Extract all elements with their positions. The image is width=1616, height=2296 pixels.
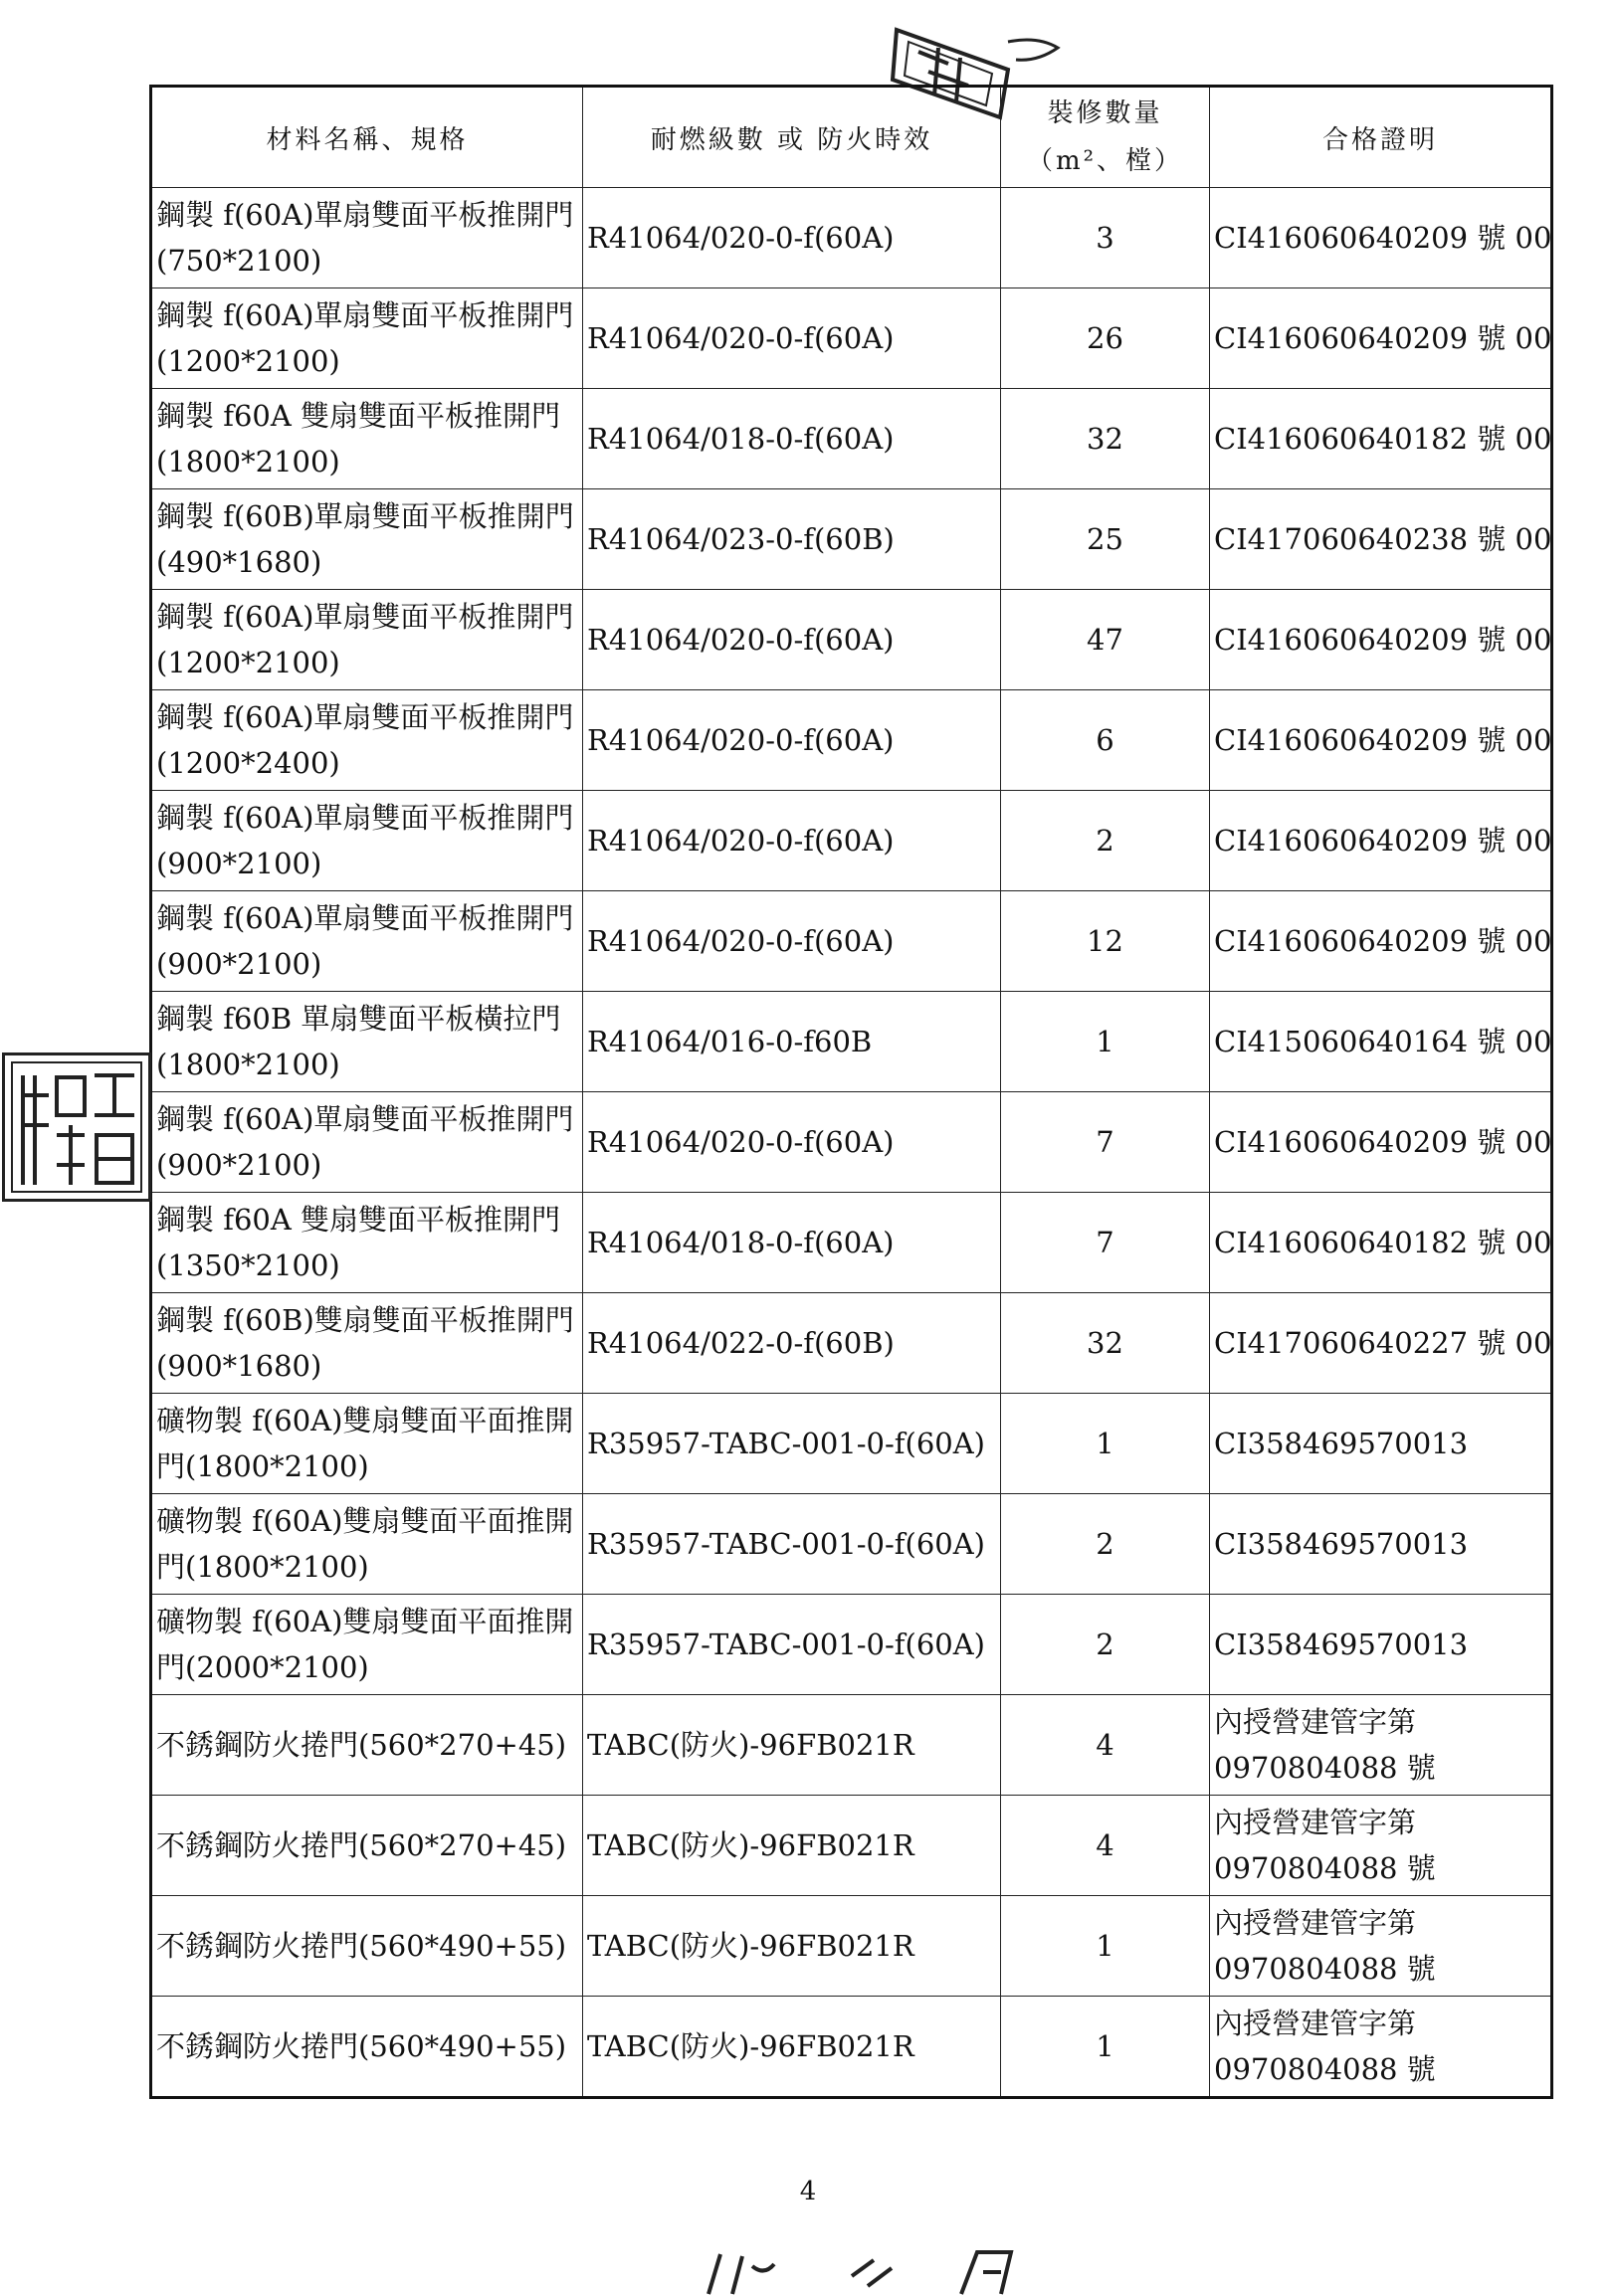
table-row — [151, 1193, 1552, 1293]
cell-certificate: CI416060640182 號 00 — [1210, 1193, 1552, 1293]
cell-quantity: 47 — [1001, 590, 1210, 690]
cell-certificate: 內授營建管字第 0970804088 號 — [1210, 1695, 1552, 1796]
cell-material-name: 鋼製 f60A 雙扇雙面平板推開門(1350*2100) — [151, 1193, 583, 1293]
cell-fire-rating: R41064/020-0-f(60A) — [583, 690, 1001, 791]
table-row — [151, 188, 1552, 288]
cell-certificate: CI416060640209 號 00 — [1210, 590, 1552, 690]
cell-certificate: CI358469570013 — [1210, 1494, 1552, 1595]
cell-fire-rating: R41064/016-0-f60B — [583, 992, 1001, 1092]
cell-certificate: CI358469570013 — [1210, 1394, 1552, 1494]
header-quantity — [1001, 87, 1210, 188]
fire-rated-materials-table — [149, 85, 1553, 2099]
left-seal-stamp — [2, 1052, 151, 1202]
cell-fire-rating: TABC(防火)-96FB021R — [583, 1896, 1001, 1997]
table-row — [151, 1092, 1552, 1193]
cell-quantity: 2 — [1001, 1595, 1210, 1695]
table-header-row — [151, 87, 1552, 188]
cell-quantity: 7 — [1001, 1092, 1210, 1193]
table-row — [151, 389, 1552, 489]
cell-quantity: 26 — [1001, 288, 1210, 389]
cell-material-name: 鋼製 f(60A)單扇雙面平板推開門(1200*2100) — [151, 590, 583, 690]
cell-fire-rating: R41064/020-0-f(60A) — [583, 188, 1001, 288]
cell-quantity: 4 — [1001, 1796, 1210, 1896]
table-row — [151, 891, 1552, 992]
cell-certificate: CI416060640209 號 00 — [1210, 791, 1552, 891]
cell-material-name: 鋼製 f60B 單扇雙面平板橫拉門(1800*2100) — [151, 992, 583, 1092]
cell-fire-rating: R41064/020-0-f(60A) — [583, 791, 1001, 891]
cell-quantity: 1 — [1001, 1997, 1210, 2098]
cell-material-name: 鋼製 f(60A)單扇雙面平板推開門(900*2100) — [151, 791, 583, 891]
table-row — [151, 992, 1552, 1092]
header-certificate: 合格證明 — [1210, 87, 1552, 188]
table-row — [151, 1394, 1552, 1494]
cell-certificate: 內授營建管字第 0970804088 號 — [1210, 1997, 1552, 2098]
table-row — [151, 690, 1552, 791]
cell-fire-rating: TABC(防火)-96FB021R — [583, 1997, 1001, 2098]
cell-fire-rating: TABC(防火)-96FB021R — [583, 1796, 1001, 1896]
cell-certificate: CI416060640182 號 00 — [1210, 389, 1552, 489]
cell-material-name: 鋼製 f(60A)單扇雙面平板推開門(900*2100) — [151, 891, 583, 992]
table-row — [151, 590, 1552, 690]
cell-certificate: CI416060640209 號 00 — [1210, 188, 1552, 288]
cell-material-name: 不銹鋼防火捲門(560*270+45) — [151, 1695, 583, 1796]
cell-fire-rating: TABC(防火)-96FB021R — [583, 1695, 1001, 1796]
table-row — [151, 1796, 1552, 1896]
bottom-seal-stamp — [703, 2246, 1031, 2296]
header-quantity-line2: （m²、樘） — [1026, 146, 1184, 176]
cell-material-name: 不銹鋼防火捲門(560*490+55) — [151, 1997, 583, 2098]
cell-quantity: 6 — [1001, 690, 1210, 791]
table-row — [151, 1293, 1552, 1394]
cell-certificate: CI415060640164 號 00 — [1210, 992, 1552, 1092]
cell-material-name: 不銹鋼防火捲門(560*270+45) — [151, 1796, 583, 1896]
table-row — [151, 288, 1552, 389]
cell-fire-rating: R41064/023-0-f(60B) — [583, 489, 1001, 590]
cell-quantity: 4 — [1001, 1695, 1210, 1796]
cell-fire-rating: R35957-TABC-001-0-f(60A) — [583, 1595, 1001, 1695]
table-row — [151, 489, 1552, 590]
page-number: 4 — [799, 2177, 817, 2206]
cell-material-name: 鋼製 f(60A)單扇雙面平板推開門(900*2100) — [151, 1092, 583, 1193]
cell-quantity: 1 — [1001, 1896, 1210, 1997]
cell-fire-rating: R41064/020-0-f(60A) — [583, 891, 1001, 992]
header-material-name: 材料名稱、規格 — [151, 87, 583, 188]
cell-fire-rating: R41064/020-0-f(60A) — [583, 590, 1001, 690]
cell-material-name: 鋼製 f60A 雙扇雙面平板推開門(1800*2100) — [151, 389, 583, 489]
cell-certificate: CI416060640209 號 00 — [1210, 288, 1552, 389]
table-row — [151, 1896, 1552, 1997]
cell-certificate: CI417060640238 號 00 — [1210, 489, 1552, 590]
cell-quantity: 32 — [1001, 389, 1210, 489]
cell-material-name: 鋼製 f(60A)單扇雙面平板推開門(1200*2400) — [151, 690, 583, 791]
cell-fire-rating: R41064/020-0-f(60A) — [583, 288, 1001, 389]
cell-certificate: CI416060640209 號 00 — [1210, 1092, 1552, 1193]
cell-quantity: 12 — [1001, 891, 1210, 992]
cell-material-name: 礦物製 f(60A)雙扇雙面平面推開門(2000*2100) — [151, 1595, 583, 1695]
cell-material-name: 不銹鋼防火捲門(560*490+55) — [151, 1896, 583, 1997]
cell-quantity: 2 — [1001, 791, 1210, 891]
cell-material-name: 鋼製 f(60B)單扇雙面平板推開門(490*1680) — [151, 489, 583, 590]
cell-certificate: CI416060640209 號 00 — [1210, 891, 1552, 992]
cell-material-name: 鋼製 f(60B)雙扇雙面平板推開門(900*1680) — [151, 1293, 583, 1394]
cell-fire-rating: R35957-TABC-001-0-f(60A) — [583, 1494, 1001, 1595]
cell-certificate: 內授營建管字第 0970804088 號 — [1210, 1896, 1552, 1997]
header-fire-rating: 耐燃級數 或 防火時效 — [583, 87, 1001, 188]
cell-material-name: 鋼製 f(60A)單扇雙面平板推開門(750*2100) — [151, 188, 583, 288]
cell-fire-rating: R35957-TABC-001-0-f(60A) — [583, 1394, 1001, 1494]
cell-quantity: 7 — [1001, 1193, 1210, 1293]
cell-material-name: 鋼製 f(60A)單扇雙面平板推開門(1200*2100) — [151, 288, 583, 389]
cell-material-name: 礦物製 f(60A)雙扇雙面平面推開門(1800*2100) — [151, 1494, 583, 1595]
cell-certificate: CI417060640227 號 00 — [1210, 1293, 1552, 1394]
cell-quantity: 1 — [1001, 1394, 1210, 1494]
cell-quantity: 1 — [1001, 992, 1210, 1092]
header-quantity-line1: 裝修數量 — [1047, 98, 1163, 128]
cell-fire-rating: R41064/022-0-f(60B) — [583, 1293, 1001, 1394]
cell-certificate: CI416060640209 號 00 — [1210, 690, 1552, 791]
cell-fire-rating: R41064/018-0-f(60A) — [583, 389, 1001, 489]
cell-quantity: 32 — [1001, 1293, 1210, 1394]
table-row — [151, 1494, 1552, 1595]
table-row — [151, 1695, 1552, 1796]
table-row — [151, 791, 1552, 891]
cell-material-name: 礦物製 f(60A)雙扇雙面平面推開門(1800*2100) — [151, 1394, 583, 1494]
cell-certificate: 內授營建管字第 0970804088 號 — [1210, 1796, 1552, 1896]
cell-fire-rating: R41064/018-0-f(60A) — [583, 1193, 1001, 1293]
cell-quantity: 3 — [1001, 188, 1210, 288]
cell-quantity: 2 — [1001, 1494, 1210, 1595]
cell-quantity: 25 — [1001, 489, 1210, 590]
cell-certificate: CI358469570013 — [1210, 1595, 1552, 1695]
cell-fire-rating: R41064/020-0-f(60A) — [583, 1092, 1001, 1193]
table-row — [151, 1997, 1552, 2098]
table-row — [151, 1595, 1552, 1695]
